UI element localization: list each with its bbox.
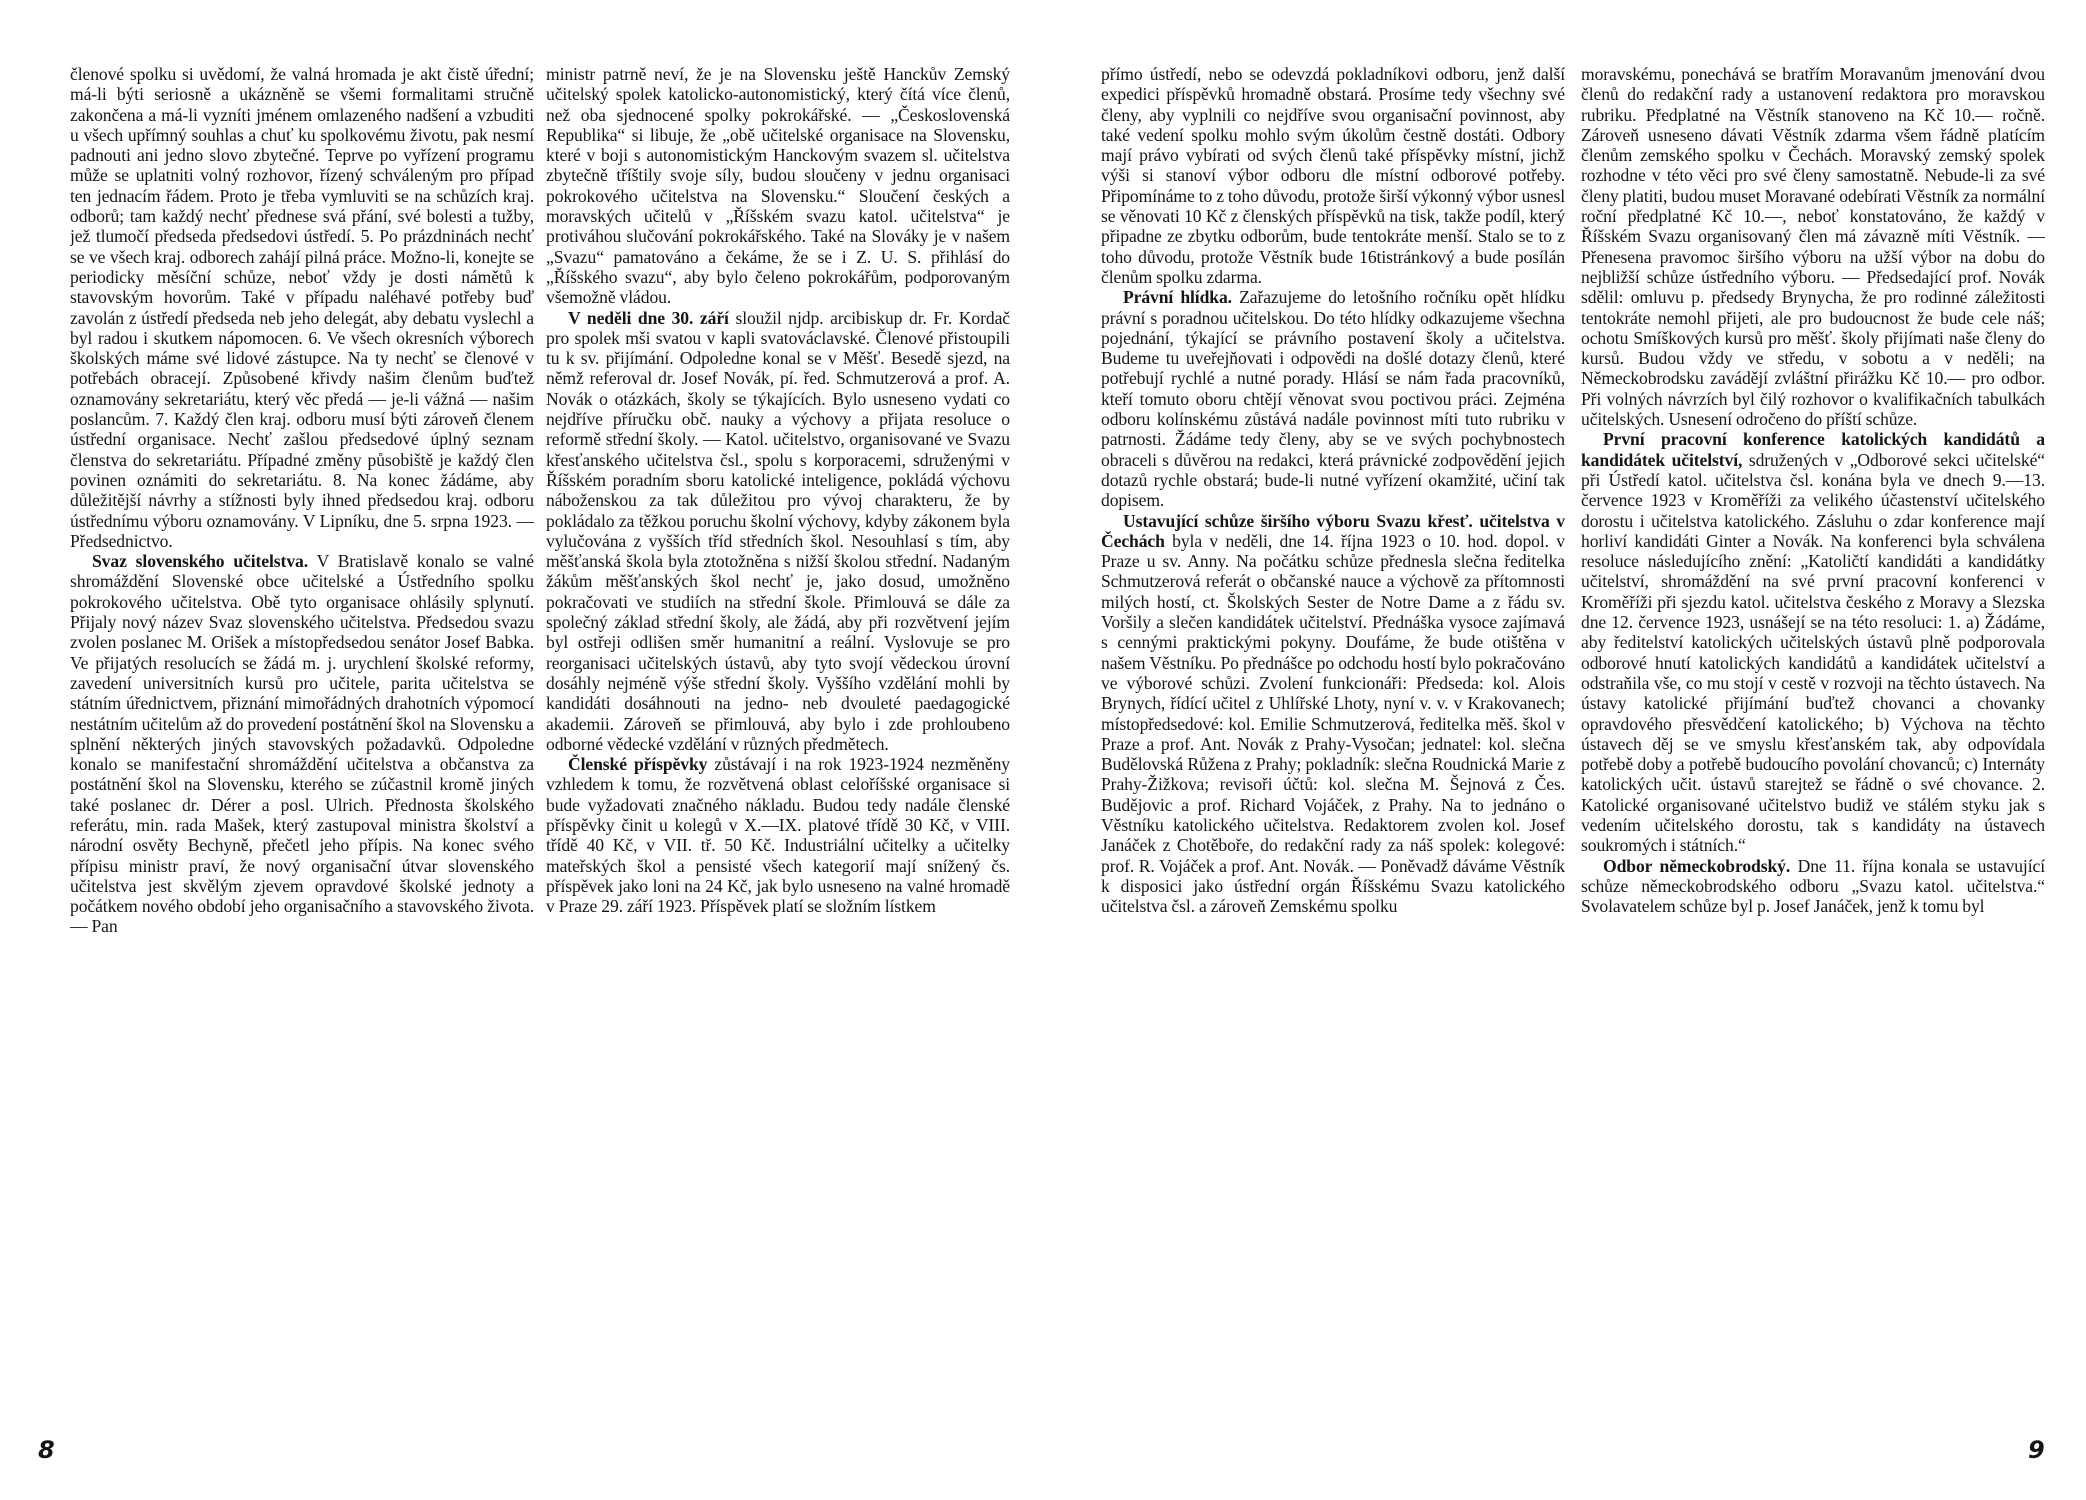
paragraph-text: Dne 11. října konala se ustavující schůze německobrodského odboru „Svazu katol. učitelstva.“ Svolavatelem schůze byl p. Josef Janáček, jenž k tomu byl — [1581, 855, 2045, 917]
paragraph — [546, 64, 1010, 308]
paragraph-text: byla v neděli, dne 14. října 1923 o 10. hod. dopol. v Praze u sv. Anny. Na počátku schůze přednesla slečna ředitelka Schmutzerová referát o občanské nauce a výchově za přítomnosti milých hostí, ct. Školských Sester de Notre Dame a z řádu sv. Voršily a slečen kandidátek učitelství. Přednáška vysoce zajímavá s cennými praktickými pokyny. Doufáme, že bude otištěna v našem Věstníku. Po přednášce po odchodu hostí bylo pokračováno ve výborové schůzi. Zvolení funkcionáři: Předseda: kol. Alois Brynych, řídící učitel z Uhlířské Lhoty, nyní v. v. v Krakovanech; místopředsedové: kol. Emilie Schmutzerová, ředitelka měš. škol v Praze a prof. Ant. Novák z Prahy-Vysočan; jednatel: kol. slečna Budělovská Růžena z Prahy; pokladník: slečna Roudnická Marie z Prahy-Žižkova; revisoři účtů: kol. slečna M. Šejnová z Čes. Budějovic a prof. Richard Vojáček, z Prahy. Na to jednáno o Věstníku katolického učitelstva. Redaktorem zvolen kol. Josef Janáček z Chotěboře, do redakční rady za náš spolek: kolegové: prof. R. Vojáček a prof. Ant. Novák. — Poněvadž dáváme Věstník k disposici jako ústřední orgán Říšskému Svazu katolického učitelstva čsl. a zároveň Zemskému spolku — [1101, 530, 1565, 917]
paragraph-heading: První pracovní konference katolických kandidátů a kandidátek učitelství, — [1581, 429, 2045, 470]
paragraph-text: zůstávají i na rok 1923-1924 nezměněny vzhledem k tomu, že rozvětvená oblast celoříšské organisace si bude vyžadovati značného nákladu. Budou tedy nadále členské příspěvky činit u kolegů v X.—IX. platové třídě 30 Kč, v VIII. třídě 40 Kč, v VII. tř. 50 Kč. Industriální učitelky a učitelky mateřských škol a pensisté všech kategorií mají snížený čs. příspěvek jako loni na 24 Kč, jak bylo usneseno na valné hromadě v Praze 29. září 1923. Příspěvek platí se složním lístkem — [546, 754, 1010, 917]
paragraph — [1581, 64, 2045, 429]
paragraph — [70, 64, 534, 551]
paragraph-text: moravskému, ponechává se bratřím Moravanům jmenování dvou členů do redakční rady a ustanovení redaktora pro moravskou rubriku. Předplatné na Věstník stanoveno na Kč 10.— ročně. Zároveň usneseno dávati Věstník zdarma všem řádně platícím členům zemského spolku v Čechách. Moravský zemský spolek rozhodne v této věci pro své členy samostatně. Nebude-li za své členy platiti, budou muset Moravané odebírati Věstník za normální roční předplatné Kč 10.—, neboť konstatováno, že každý v Říšském Svazu organisovaný člen má závazně míti Věstník. — Přenesena pravomoc širšího výboru na užší výbor na dobu do nejbližší schůze ústředního výboru. — Předsedající prof. Novák sdělil: omluvu p. předsedy Brynycha, že pro rodinné záležitosti tentokráte nemohl přijeti, ale pro budoucnost že bude cele náš; ochotu Smíškových kursů pro měšť. školy přijímati naše členy do kursů. Budou vždy ve středu, v sobotu a v neděli; na Německobrodsku zavádějí zvláštní přirážku Kč 10.— pro odbor. Při volných návrzích byl čilý rozhovor o kvalifikačních tabulkách učitelských. Usnesení odročeno do příští schůze. — [1581, 64, 2045, 430]
paragraph — [1581, 429, 2045, 855]
paragraph-text: členové spolku si uvědomí, že valná hromada je akt čistě úřední; má-li býti seriosně a ukázněně se všemi formalitami stručně zakončena a má-li vyzníti jménem omlazeného nadšení a vzbuditi u všech upřímný souhlas a chuť ku spolkovému životu, pak nesmí padnouti ani jedno slovo zbytečné. Teprve po vyřízení programu může se uplatniti volný rozhovor, řízený schváleným pro případ ten jednacím řádem. Proto je třeba vymluviti se na schůzích kraj. odborů; tam každý nechť přednese svá přání, své bolesti a tužby, jež tlumočí předseda předsedovi ústředí. 5. Po prázdninách nechť se ve všech kraj. odborech zahájí pilná práce. Možno-li, konejte se periodicky měsíční schůze, neboť vždy je dosti námětů k stavovským hovorům. Také v případu naléhavé potřeby buď zavolán z ústředí předseda neb jeho delegát, aby debatu vyslechl a byl radou i skutkem nápomocen. 6. Ve všech okresních výborech školských máme své lidové zástupce. Na ty nechť se členové v potřebách obracejí. Způsobené křivdy našim členům buďtež oznamovány sekretariátu, který věc předá — je-li vážná — našim poslancům. 7. Každý člen kraj. odboru musí býti zároveň členem ústřední organisace. Nechť zašlou předsedové úplný seznam členstva do sekretariátu. Případné změny působiště je každý člen povinen oznámiti do sekretariátu. 8. Na konec žádáme, aby důležitější návrhy a stížnosti byly ihned předsedou kraj. odboru ústřednímu výboru oznamovány. V Lipníku, dne 5. srpna 1923. — Předsednictvo. — [70, 64, 534, 551]
paragraph — [1101, 64, 1565, 287]
paragraph-text: sloužil njdp. arcibiskup dr. Fr. Kordač pro spolek mši svatou v kapli svatováclavské. Členové přistoupili tu k sv. přijímání. Odpoledne konal se v Měšť. Besedě sjezd, na němž referoval dr. Josef Novák, pí. řed. Schmutzerová a prof. A. Novák o otázkách, školy se týkajících. Bylo usneseno vydati co nejdříve příručku obč. nauky a výchovy a přijata resoluce o reformě střední školy. — Katol. učitelstvo, organisované ve Svazu křesťanského učitelstva čsl., spolu s korporacemi, sdruženými v Říšském poradním sboru katolické inteligence, pokládá výchovu náboženskou za tak důležitou pro vývoj charakteru, že by pokládalo za těžkou poruchu školní výchovy, kdyby zákonem byla vylučována z vyšších tříd středních škol. Nesouhlasí s tím, aby měšťanská škola byla ztotožněna s nižší školou střední. Nadaným žákům měšťanských škol nechť je, jako dosud, umožněno pokračovati ve studiích na střední škole. Přimlouvá se dále za společný základ střední školy, ale žádá, aby při rozvětvení jejím byl ostřeji odlišen směr humanitní a reální. Vyslovuje se pro reorganisaci učitelských ústavů, aby tyto svojí vědeckou úrovní dosáhly nejméně výše střední školy. Vyššího vzdělání mohli by kandidáti dosáhnouti na jedno- neb dvouleté paedagogické akademii. Zároveň se přimlouvá, aby bylo i zde prohloubeno odborné vědecké vzdělání v různých předmětech. — [546, 307, 1010, 754]
paragraph-heading: Ustavující schůze širšího výboru Svazu křesť. učitelstva v Čechách — [1101, 510, 1565, 551]
paragraph — [1101, 511, 1565, 917]
right-page — [1043, 0, 2086, 1500]
text-column — [1581, 64, 2045, 1424]
paragraph — [1581, 856, 2045, 917]
text-column — [1101, 64, 1565, 1424]
page-number: 9 — [2028, 1436, 2045, 1464]
page-number: 8 — [38, 1436, 55, 1464]
paragraph-text: Zařazujeme do letošního ročníku opět hlídku právní s poradnou učitelskou. Do této hlídky odkazujeme všechna pojednání, týkající se právního postavení školy a učitelstva. Budeme tu uveřejňovati i odpovědi na došlé dotazy členů, které potřebují rychlé a nutné porady. Hlásí se nám řada pracovníků, kteří tomuto oboru chtějí věnovat svou poctivou práci. Zejména odboru kolínskému zůstává nadále povinnost míti tuto rubriku v patrnosti. Žádáme tedy členy, aby se ve svých pochybnostech obraceli s důvěrou na redakci, která právnické zodpovědění jejich dotazů rychle obstará; bude-li nutné vyřízení okamžité, učiní tak dopisem. — [1101, 287, 1565, 511]
paragraph-heading: Odbor německobrodský. — [1603, 855, 1791, 876]
paragraph-text: ministr patrně neví, že je na Slovensku ještě Hanckův Zemský učitelský spolek katolicko-autonomistický, který čítá více členů, než oba sjednocené spolky pokrokářské. — „Československá Republika“ si libuje, že „obě učitelské organisace na Slovensku, které v boji s autonomistickým Hanckovým svazem sl. učitelstva zbytečně tříštily svoje síly, budou sloučeny v jednu organisaci pokrokového učitelstva na Slovensku.“ Sloučení českých a moravských učitelů v „Říšském svazu katol. učitelstva“ je protiváhou slučování pokrokářského. Také na Slováky je v našem „Svazu“ pamatováno a čekáme, že se i Z. U. S. přihlásí do „Říšského svazu“, aby bylo čeleno pokrokářům, podporovaným všemožně vládou. — [546, 64, 1010, 308]
paragraph — [70, 551, 534, 937]
paragraph-text: sdružených v „Odborové sekci učitelské“ při Ústředí katol. učitelstva čsl. konána byla ve dnech 9.—13. července 1923 v Kroměříži za velikého účastenství učitelského dorostu i učitelstva katolického. Zásluhu o zdar konference mají horliví kandidáti Ginter a Novák. Na konferenci byla schválena resoluce následujícího znění: „Katoličtí kandidáti a kandidátky učitelství, shromáždění na své první pracovní konferenci v Kroměříži při sjezdu katol. učitelstva českého z Moravy a Slezska dne 12. července 1923, usnášejí se na této resoluci: 1. a) Žádáme, aby ředitelství katolických učitelských ústavů plně podporovala odborové hnutí katolických kandidátů a kandidátek učitelství a odstraňila vše, co mu stojí v cestě v rozvoji na těchto ústavech. Na ústavy katolické přijímání buďtež chovanci a chovanky opravdového přesvědčení katolického; b) Výchova na těchto ústavech děj se ve smyslu křesťanském tak, aby odpovídala potřebě doby a potřebě budoucího povolání chovanců; c) Internáty katolických učit. ústavů starejtež se řádně o své chovance. 2. Katolické organisované učitelstvo budiž ve stálém styku jak s vedením učitelského dorostu, tak s kandidáty na ústavech soukromých i státních.“ — [1581, 449, 2045, 856]
paragraph-text: přímo ústředí, nebo se odevzdá pokladníkovi odboru, jenž další expedici příspěvků hromadně obstará. Prosíme tedy všechny své členy, aby vyplnili co nejdříve svou organisační povinnost, aby také vedení spolku mohlo svým úkolům čestně dostáti. Odbory mají právo vybírati od svých členů také příspěvky místní, jichž výši si stanoví výbor odboru dle místní odborové potřeby. Připomínáme to z toho důvodu, protože širší výkonný výbor usnesl se věnovati 10 Kč z členských příspěvků na tisk, takže podíl, který připadne ze zbytku odborům, bude tentokráte menší. Stalo se to z toho důvodu, protože Věstník bude 16tistránkový a bude posílán členům spolku zdarma. — [1101, 64, 1565, 287]
paragraph-text: V Bratislavě konalo se valné shromáždění Slovenské obce učitelské a Ústředního spolku pokrokového učitelstva. Obě tyto organisace ohlásily splynutí. Přijaly nový název Svaz slovenského učitelstva. Předsedou svazu zvolen poslanec M. Orišek a místopředsedou senátor Josef Babka. Ve přijatých resolucích se žádá m. j. urychlení školské reformy, zavedení universitních kursů pro učitele, parita učitelstva se státním úřednictvem, přiznání mimořádných drahotních výpomocí nestátním učitelům až do provedení postátnění škol na Slovensku a splnění některých jiných stavovských požadavků. Odpoledne konalo se manifestační shromáždění učitelstva a občanstva za postátnění škol na Slovensku, kterého se zúčastnil kromě jiných také poslanec dr. Dérer a posl. Ulrich. Přednosta školského referátu, min. rada Mašek, který zastupoval ministra školství a národní osvěty Bechyně, přečetl jeho přípis. Na konec svého přípisu ministr praví, že nový organisační útvar slovenského učitelstva jest skvělým zjevem opravdové školské jednoty a počátkem nového období jeho organisačního a stavovského života. — Pan — [70, 551, 534, 937]
text-column — [546, 64, 1010, 1424]
paragraph — [546, 754, 1010, 916]
paragraph — [1101, 287, 1565, 510]
paragraph-heading: Právní hlídka. — [1123, 287, 1232, 308]
paragraph-heading: Svaz slovenského učitelstva. — [92, 551, 309, 572]
paragraph-heading: V neděli dne 30. září — [568, 307, 729, 328]
text-column — [70, 64, 534, 1424]
paragraph-heading: Členské příspěvky — [568, 754, 708, 775]
paragraph — [546, 308, 1010, 755]
